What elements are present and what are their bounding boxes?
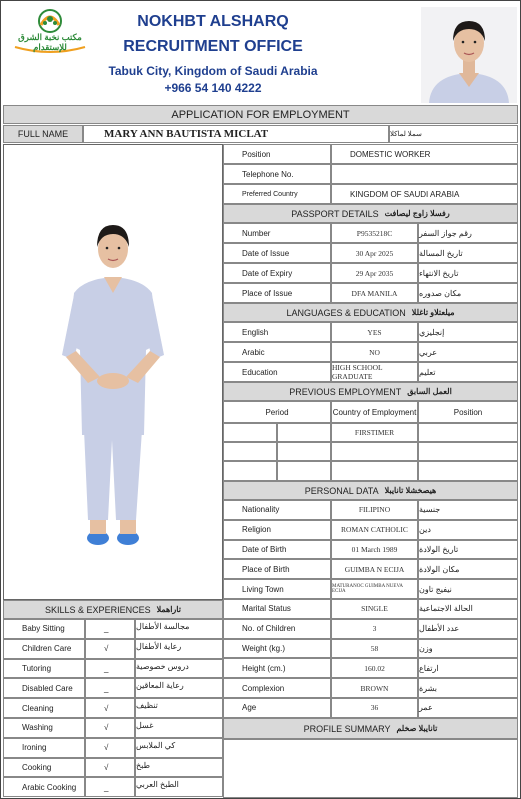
- personal-row-label: Nationality: [223, 500, 331, 520]
- language-row-label: Education: [223, 362, 331, 382]
- form-title-text: APPLICATION FOR EMPLOYMENT: [171, 108, 350, 121]
- personal-row-label: No. of Children: [223, 619, 331, 639]
- passport-row-label: Number: [223, 223, 331, 243]
- form-title: [3, 105, 518, 124]
- personal-row-label: Weight (kg.): [223, 639, 331, 659]
- personal-row-label: Living Town: [223, 579, 331, 599]
- skill-label: Disabled Care: [3, 678, 85, 698]
- language-row-value: HIGH SCHOOL GRADUATE: [331, 362, 418, 382]
- full-body-photo: [3, 144, 223, 600]
- passport-row-arabic: تاريخ الانتهاء: [418, 263, 518, 283]
- skill-mark: √: [85, 758, 135, 778]
- preferred-country-label: Preferred Country: [223, 184, 331, 204]
- skill-label: Arabic Cooking: [3, 777, 85, 797]
- full-name-value: MARY ANN BAUTISTA MICLAT: [83, 125, 389, 143]
- passport-row-value: 29 Apr 2035: [331, 263, 418, 283]
- language-row-value: YES: [331, 322, 418, 342]
- language-row-arabic: تعليم: [418, 362, 518, 382]
- skill-label: Washing: [3, 718, 85, 738]
- skill-mark: √: [85, 718, 135, 738]
- personal-row-arabic: عمر: [418, 698, 518, 718]
- personal-row-value: ROMAN CATHOLIC: [331, 520, 418, 540]
- telephone-value: [331, 164, 518, 184]
- employment-period-from-3: [223, 461, 277, 481]
- employment-position-3: [418, 461, 518, 481]
- personal-data-header: PERSONAL DATA هيصخشلا تانايبلا: [223, 481, 518, 500]
- skill-arabic: غسل: [135, 718, 223, 738]
- personal-row-arabic: تاريخ الولادة: [418, 540, 518, 560]
- period-column-header: Period: [223, 401, 331, 423]
- company-name-line1: NOKHBT ALSHARQ: [137, 13, 289, 30]
- passport-row-label: Date of Issue: [223, 243, 331, 263]
- company-logo: [9, 7, 91, 57]
- skill-mark: _: [85, 619, 135, 639]
- personal-row-value: BROWN: [331, 678, 418, 698]
- company-phone: +966 54 140 4222: [164, 81, 262, 95]
- skill-arabic: طبخ: [135, 758, 223, 778]
- personal-row-label: Age: [223, 698, 331, 718]
- company-name-line2: RECRUITMENT OFFICE: [123, 38, 303, 55]
- position-value: DOMESTIC WORKER: [331, 144, 518, 164]
- passport-row-label: Date of Expiry: [223, 263, 331, 283]
- telephone-label: Telephone No.: [223, 164, 331, 184]
- languages-header: LANGUAGES & EDUCATION ميلعتلاو تاغللا: [223, 303, 518, 322]
- skill-mark: _: [85, 777, 135, 797]
- personal-row-label: Height (cm.): [223, 658, 331, 678]
- skill-label: Tutoring: [3, 659, 85, 679]
- skill-arabic: رعاية الأطفال: [135, 639, 223, 659]
- personal-row-value: 01 March 1989: [331, 540, 418, 560]
- personal-row-arabic: دين: [418, 520, 518, 540]
- personal-row-label: Complexion: [223, 678, 331, 698]
- skill-arabic: دروس خصوصية: [135, 659, 223, 679]
- personal-row-label: Date of Birth: [223, 540, 331, 560]
- previous-employment-header: PREVIOUS EMPLOYMENT العمل السابق: [223, 382, 518, 401]
- skill-mark: _: [85, 678, 135, 698]
- language-row-value: NO: [331, 342, 418, 362]
- profile-summary-header: PROFILE SUMMARY تانايبلا صخلم: [223, 718, 518, 739]
- headshot-photo: [421, 7, 517, 103]
- employment-position-1: [418, 423, 518, 442]
- personal-row-arabic: عدد الأطفال: [418, 619, 518, 639]
- passport-row-arabic: رقم جواز السفر: [418, 223, 518, 243]
- personal-row-value: 3: [331, 619, 418, 639]
- passport-header: PASSPORT DETAILS رفسلا زاوج ليصافت: [223, 204, 518, 223]
- passport-row-value: 30 Apr 2025: [331, 243, 418, 263]
- passport-row-value: P9535218C: [331, 223, 418, 243]
- skill-arabic: تنظيف: [135, 698, 223, 718]
- employment-period-from-1: [223, 423, 277, 442]
- preferred-country-value: KINGDOM OF SAUDI ARABIA: [331, 184, 518, 204]
- personal-row-value: 160.02: [331, 658, 418, 678]
- skill-label: Ironing: [3, 738, 85, 758]
- passport-row-label: Place of Issue: [223, 283, 331, 303]
- logo-arabic-text: مكتب نخبة الشرق للإستقدام: [18, 32, 82, 52]
- skill-label: Baby Sitting: [3, 619, 85, 639]
- personal-row-label: Place of Birth: [223, 559, 331, 579]
- person-full-body-icon: [4, 145, 222, 599]
- personal-row-arabic: وزن: [418, 639, 518, 659]
- skill-arabic: الطبخ العربي: [135, 777, 223, 797]
- language-row-label: English: [223, 322, 331, 342]
- personal-row-value: MATURANOC GUIMBA NUEVA ECIJA: [331, 579, 418, 599]
- employment-period-to-3: [277, 461, 331, 481]
- skills-header: SKILLS & EXPERIENCES تاراهملا: [3, 600, 223, 619]
- passport-row-value: DFA MANILA: [331, 283, 418, 303]
- employment-country-1: FIRSTIMER: [331, 423, 418, 442]
- employment-position-2: [418, 442, 518, 461]
- employment-period-from-2: [223, 442, 277, 461]
- personal-row-arabic: الحالة الاجتماعية: [418, 599, 518, 619]
- skill-arabic: مجالسة الأطفال: [135, 619, 223, 639]
- skill-label: Children Care: [3, 639, 85, 659]
- personal-row-arabic: ارتفاع: [418, 658, 518, 678]
- skill-arabic: كي الملابس: [135, 738, 223, 758]
- profile-summary-body: [223, 739, 518, 798]
- skill-arabic: رعاية المعاقين: [135, 678, 223, 698]
- personal-row-arabic: مكان الولادة: [418, 559, 518, 579]
- personal-row-arabic: جنسية: [418, 500, 518, 520]
- employment-country-3: [331, 461, 418, 481]
- skill-mark: √: [85, 738, 135, 758]
- employment-period-to-1: [277, 423, 331, 442]
- employment-country-2: [331, 442, 418, 461]
- passport-row-arabic: مكان صدوره: [418, 283, 518, 303]
- personal-row-value: SINGLE: [331, 599, 418, 619]
- personal-row-label: Religion: [223, 520, 331, 540]
- skill-mark: √: [85, 698, 135, 718]
- personal-row-value: FILIPINO: [331, 500, 418, 520]
- personal-row-arabic: بشرة: [418, 678, 518, 698]
- language-row-arabic: إنجليزي: [418, 322, 518, 342]
- company-city: Tabuk City, Kingdom of Saudi Arabia: [108, 64, 318, 78]
- skill-label: Cooking: [3, 758, 85, 778]
- personal-row-value: GUIMBA N ECIJA: [331, 559, 418, 579]
- person-headshot-icon: [421, 7, 517, 103]
- personal-row-value: 58: [331, 639, 418, 659]
- personal-row-label: Marital Status: [223, 599, 331, 619]
- language-row-arabic: عربي: [418, 342, 518, 362]
- position-column-header: Position: [418, 401, 518, 423]
- position-label: Position: [223, 144, 331, 164]
- country-column-header: Country of Employment: [331, 401, 418, 423]
- personal-row-arabic: نيفيج تاون: [418, 579, 518, 599]
- passport-row-arabic: تاريخ المسالة: [418, 243, 518, 263]
- employment-period-to-2: [277, 442, 331, 461]
- personal-row-value: 36: [331, 698, 418, 718]
- skill-mark: _: [85, 659, 135, 679]
- full-name-arabic: سملا لماكلا: [389, 125, 518, 143]
- language-row-label: Arabic: [223, 342, 331, 362]
- skill-mark: √: [85, 639, 135, 659]
- skill-label: Cleaning: [3, 698, 85, 718]
- full-name-label: FULL NAME: [3, 125, 83, 143]
